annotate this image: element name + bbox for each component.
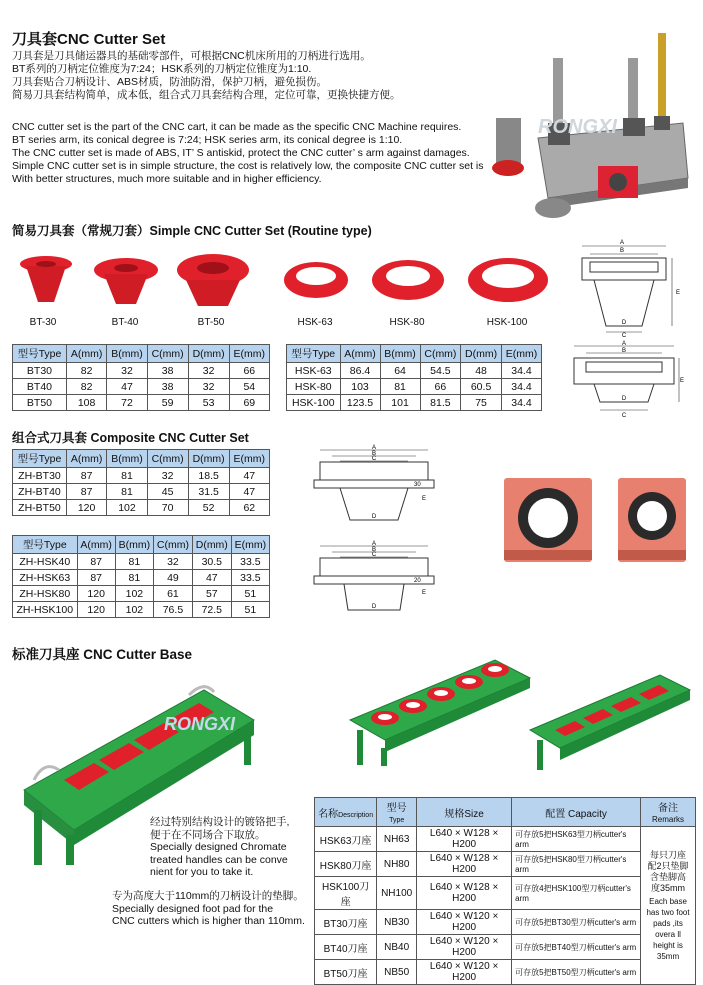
- table-cell: 108: [66, 395, 106, 411]
- table-cell: BT50刀座: [315, 960, 377, 985]
- cutter-base-spec-table: [314, 797, 696, 985]
- table-cell: 66: [229, 363, 269, 379]
- col-header: 规格Size: [417, 798, 512, 827]
- watermark-text: RONGXI: [164, 714, 236, 734]
- col-header: C(mm): [420, 345, 461, 363]
- page-title: 刀具套CNC Cutter Set: [12, 31, 166, 48]
- col-header: E(mm): [501, 345, 541, 363]
- col-header: 型号Type: [13, 450, 67, 468]
- table-cell: BT30: [13, 363, 67, 379]
- table-cell: 62: [229, 500, 269, 516]
- intro-cn-line: 刀具套是刀具储运器具的基础零部件，可根据CNC机床所用的刀柄进行选用。: [12, 50, 371, 62]
- table-row: [287, 363, 542, 379]
- intro-en-line: BT series arm, its conical degree is 7:24; HSK series arm, its conical degree is 1:10.: [12, 134, 403, 146]
- table-cell: 53: [188, 395, 229, 411]
- table-cell: HSK80刀座: [315, 852, 377, 877]
- table-cell: 81: [380, 379, 420, 395]
- intro-cn-line: 刀具套贴合刀柄设计、ABS材质，防油防滑，保护刀柄，避免损伤。: [12, 76, 328, 88]
- svg-text:D: D: [371, 514, 377, 520]
- intro-cn-line: BT系列的刀柄定位锥度为7:24；HSK系列的刀柄定位锥度为1:10.: [12, 63, 312, 75]
- table-cell: L640 × W128 × H200: [417, 852, 512, 877]
- col-header: E(mm): [229, 345, 269, 363]
- svg-text:D: D: [371, 604, 377, 610]
- note-line: Specially designed Chromate: [150, 841, 287, 853]
- table-cell: 30.5: [192, 554, 231, 570]
- intro-cn: [12, 50, 432, 102]
- table-cell: 47: [192, 570, 231, 586]
- col-header: 型号Type: [13, 345, 67, 363]
- col-header: D(mm): [192, 536, 231, 554]
- col-header: C(mm): [147, 345, 188, 363]
- table-cell: 可存放4把HSK100型刀柄cutter's arm: [512, 877, 641, 910]
- table-cell: L640 × W120 × H200: [417, 960, 512, 985]
- table-cell: BT40: [13, 379, 67, 395]
- svg-text:C: C: [371, 456, 377, 462]
- svg-text:E: E: [422, 496, 427, 502]
- table-row: [287, 379, 542, 395]
- table-cell: BT40刀座: [315, 935, 377, 960]
- bt-spec-table: [12, 344, 270, 411]
- note-line: treated handles can be conve: [150, 853, 288, 866]
- table-cell: 72.5: [192, 602, 231, 618]
- table-row: [315, 935, 696, 960]
- note-line: CNC cutters which is higher than 110mm.: [112, 915, 305, 927]
- svg-text:B: B: [619, 248, 625, 254]
- table-cell: 102: [115, 602, 153, 618]
- simple-section-title: 简易刀具套（常规刀套）Simple CNC Cutter Set (Routine type): [12, 224, 372, 238]
- svg-text:B: B: [621, 348, 627, 354]
- zh-hsk-dimension-diagram: [310, 540, 440, 622]
- table-cell: 33.5: [231, 570, 269, 586]
- table-cell: 49: [154, 570, 193, 586]
- table-cell: ZH-BT40: [13, 484, 67, 500]
- svg-text:B: B: [371, 547, 377, 553]
- table-row: [13, 602, 270, 618]
- table-cell: 59: [147, 395, 188, 411]
- zh-bt-dimension-diagram: [310, 444, 440, 526]
- table-cell: 102: [107, 500, 147, 516]
- intro-cn-line: 简易刀具套结构简单，成本低，组合式刀具套结构合理，定位可靠，更换快捷方便。: [12, 89, 401, 101]
- table-row: [315, 960, 696, 985]
- col-header: C(mm): [147, 450, 188, 468]
- table-cell: 123.5: [340, 395, 380, 411]
- table-cell: 69: [229, 395, 269, 411]
- table-cell: 64: [380, 363, 420, 379]
- composite-section-title: 组合式刀具套 Composite CNC Cutter Set: [12, 431, 249, 445]
- table-cell: 101: [380, 395, 420, 411]
- table-row: [315, 827, 696, 852]
- table-cell: 34.4: [501, 395, 541, 411]
- table-cell: L640 × W120 × H200: [417, 910, 512, 935]
- cup-bt50-icon: [177, 254, 249, 306]
- table-cell: 51: [231, 602, 269, 618]
- cutter-base-photo-medium: [345, 640, 535, 770]
- cup-label: BT-30: [29, 317, 57, 328]
- table-cell: 87: [66, 484, 106, 500]
- table-cell: 31.5: [188, 484, 229, 500]
- table-cell: L640 × W120 × H200: [417, 935, 512, 960]
- cup-bt30-icon: [20, 256, 72, 302]
- svg-text:B: B: [371, 451, 377, 457]
- table-cell: 51: [231, 586, 269, 602]
- table-cell: 32: [188, 363, 229, 379]
- col-header: E(mm): [229, 450, 269, 468]
- table-row: [13, 379, 270, 395]
- table-cell: NH63: [377, 827, 417, 852]
- table-cell: BT50: [13, 395, 67, 411]
- hsk-spec-table: [286, 344, 542, 411]
- table-cell: ZH-BT50: [13, 500, 67, 516]
- table-cell: HSK-100: [287, 395, 341, 411]
- table-cell: 54.5: [420, 363, 461, 379]
- col-header: D(mm): [461, 345, 502, 363]
- note-line: Specially designed foot pad for the: [112, 902, 274, 915]
- col-header: 型号Type: [377, 798, 417, 827]
- cutter-base-photo-small: [525, 660, 695, 775]
- table-row: [13, 395, 270, 411]
- table-cell: ZH-BT30: [13, 468, 67, 484]
- col-header: B(mm): [380, 345, 420, 363]
- watermark-text: RONGXI: [538, 116, 617, 138]
- svg-text:20: 20: [414, 578, 421, 584]
- table-cell: 可存放5把BT50型刀柄cutter's arm: [512, 960, 641, 985]
- table-cell: NH100: [377, 877, 417, 910]
- table-row: [315, 852, 696, 877]
- table-row: [13, 586, 270, 602]
- table-cell: 18.5: [188, 468, 229, 484]
- table-cell: 32: [188, 379, 229, 395]
- table-cell: 47: [107, 379, 147, 395]
- table-cell: 可存放5把HSK80型刀柄cutter's arm: [512, 852, 641, 877]
- table-header-row: [315, 798, 696, 827]
- table-row: [13, 554, 270, 570]
- svg-text:A: A: [371, 541, 377, 547]
- col-header: 备注Remarks: [641, 798, 696, 827]
- table-cell: ZH-HSK80: [13, 586, 78, 602]
- table-cell: ZH-HSK63: [13, 570, 78, 586]
- table-cell: NB50: [377, 960, 417, 985]
- table-row: [315, 910, 696, 935]
- note-line: 便于在不同场合下取放。: [150, 828, 266, 841]
- col-header: 配置 Capacity: [512, 798, 641, 827]
- base-section-title: 标准刀具座 CNC Cutter Base: [12, 647, 193, 662]
- table-cell: NB40: [377, 935, 417, 960]
- table-header-row: [13, 536, 270, 554]
- zh-bt-spec-table: [12, 449, 270, 516]
- pad-note: [112, 890, 317, 928]
- table-cell: 81: [107, 484, 147, 500]
- col-header: A(mm): [66, 345, 106, 363]
- table-cell: 33.5: [231, 554, 269, 570]
- table-cell: 103: [340, 379, 380, 395]
- hsk-ring-dimension-diagram: [566, 340, 686, 420]
- table-cell: 102: [115, 586, 153, 602]
- table-row: [315, 877, 696, 910]
- ring-hsk63-icon: [284, 262, 348, 298]
- col-header: D(mm): [188, 450, 229, 468]
- svg-text:A: A: [619, 240, 625, 246]
- product-photo-tool-holders: [478, 28, 693, 228]
- table-cell: 82: [66, 379, 106, 395]
- table-cell: 45: [147, 484, 188, 500]
- table-cell: HSK-80: [287, 379, 341, 395]
- table-cell: 81.5: [420, 395, 461, 411]
- table-cell: 52: [188, 500, 229, 516]
- intro-en-line: With better structures, much more suitable and in higher efficiency.: [12, 173, 322, 185]
- col-header: C(mm): [154, 536, 193, 554]
- table-cell: HSK63刀座: [315, 827, 377, 852]
- cup-label: HSK-100: [486, 317, 528, 328]
- note-line: nient for you to take it.: [150, 866, 254, 878]
- table-cell: 70: [147, 500, 188, 516]
- svg-text:30: 30: [414, 482, 421, 488]
- table-cell: 34.4: [501, 363, 541, 379]
- table-header-row: [13, 345, 270, 363]
- col-header: A(mm): [340, 345, 380, 363]
- table-cell: BT30刀座: [315, 910, 377, 935]
- table-row: [13, 500, 270, 516]
- note-line: 专为高度大于110mm的刀柄设计的垫脚。: [112, 890, 304, 902]
- table-cell: 可存放5把HSK63型刀柄cutter's arm: [512, 827, 641, 852]
- table-cell: 57: [192, 586, 231, 602]
- svg-text:D: D: [621, 320, 627, 326]
- table-cell: 82: [66, 363, 106, 379]
- table-cell: 72: [107, 395, 147, 411]
- table-cell: 48: [461, 363, 502, 379]
- table-cell: 120: [66, 500, 106, 516]
- col-header: D(mm): [188, 345, 229, 363]
- table-cell: 86.4: [340, 363, 380, 379]
- table-cell: ZH-HSK40: [13, 554, 78, 570]
- table-row: [13, 363, 270, 379]
- svg-text:E: E: [422, 590, 427, 596]
- table-cell: 可存放5把BT40型刀柄cutter's arm: [512, 935, 641, 960]
- ring-hsk80-icon: [372, 260, 444, 300]
- table-cell: HSK100刀座: [315, 877, 377, 910]
- ring-hsk100-icon: [468, 258, 548, 302]
- intro-en: [12, 121, 492, 186]
- svg-text:D: D: [621, 396, 627, 402]
- composite-cutter-set-photo: [500, 470, 690, 570]
- intro-en-line: Simple CNC cutter set is in simple structure, the cost is relatively low, the composite CNC cutter set is: [12, 160, 484, 172]
- zh-hsk-spec-table: [12, 535, 270, 618]
- intro-en-line: CNC cutter set is the part of the CNC cart, it can be made as the specific CNC Machine requires.: [12, 121, 462, 133]
- svg-text:A: A: [621, 341, 627, 347]
- table-row: [13, 468, 270, 484]
- table-cell: 47: [229, 484, 269, 500]
- table-cell: 32: [107, 363, 147, 379]
- remarks-cell: 每只刀座 配2只垫脚 含垫脚高 度35mm Each base has two foot pads ,its overa ll height is 35mm: [641, 827, 696, 985]
- col-header: B(mm): [107, 450, 147, 468]
- table-cell: 32: [147, 468, 188, 484]
- table-row: [13, 570, 270, 586]
- simple-cups-illustration: [8, 250, 548, 318]
- col-header: A(mm): [66, 450, 106, 468]
- col-header: 名称Description: [315, 798, 377, 827]
- table-cell: 32: [154, 554, 193, 570]
- table-cell: 38: [147, 379, 188, 395]
- table-cell: L640 × W128 × H200: [417, 827, 512, 852]
- intro-en-line: The CNC cutter set is made of ABS, IT’ S antiskid, protect the CNC cutter’ s arm against damages.: [12, 147, 470, 159]
- col-header: B(mm): [107, 345, 147, 363]
- table-cell: 120: [77, 602, 115, 618]
- table-cell: 38: [147, 363, 188, 379]
- table-cell: HSK-63: [287, 363, 341, 379]
- table-cell: 61: [154, 586, 193, 602]
- table-cell: 81: [107, 468, 147, 484]
- table-cell: ZH-HSK100: [13, 602, 78, 618]
- table-cell: 81: [115, 554, 153, 570]
- col-header: E(mm): [231, 536, 269, 554]
- cup-label: BT-50: [197, 317, 225, 328]
- svg-text:E: E: [676, 290, 681, 296]
- table-row: [287, 395, 542, 411]
- table-cell: NH80: [377, 852, 417, 877]
- table-cell: 87: [77, 554, 115, 570]
- table-cell: 87: [66, 468, 106, 484]
- note-line: 经过特别结构设计的镀铬把手,: [150, 816, 290, 828]
- cup-label: BT-40: [111, 317, 139, 328]
- table-cell: 47: [229, 468, 269, 484]
- cup-bt40-icon: [94, 258, 158, 304]
- svg-text:A: A: [371, 445, 377, 451]
- table-cell: 可存放5把BT30型刀柄cutter's arm: [512, 910, 641, 935]
- col-header: 型号Type: [287, 345, 341, 363]
- table-cell: 75: [461, 395, 502, 411]
- table-cell: 81: [115, 570, 153, 586]
- handle-note: [150, 816, 325, 879]
- table-cell: 66: [420, 379, 461, 395]
- cup-label: HSK-80: [389, 317, 425, 328]
- table-header-row: [13, 450, 270, 468]
- svg-text:C: C: [621, 333, 627, 338]
- col-header: A(mm): [77, 536, 115, 554]
- col-header: 型号Type: [13, 536, 78, 554]
- table-header-row: [287, 345, 542, 363]
- table-cell: 60.5: [461, 379, 502, 395]
- table-cell: L640 × W128 × H200: [417, 877, 512, 910]
- table-cell: 87: [77, 570, 115, 586]
- col-header: B(mm): [115, 536, 153, 554]
- table-cell: 54: [229, 379, 269, 395]
- table-row: [13, 484, 270, 500]
- table-cell: 34.4: [501, 379, 541, 395]
- bt-cup-dimension-diagram: [572, 238, 682, 338]
- table-cell: NB30: [377, 910, 417, 935]
- table-cell: 120: [77, 586, 115, 602]
- svg-text:C: C: [371, 552, 377, 558]
- cup-label: HSK-63: [297, 317, 333, 328]
- table-cell: 76.5: [154, 602, 193, 618]
- svg-text:C: C: [621, 413, 627, 419]
- svg-text:E: E: [680, 378, 685, 384]
